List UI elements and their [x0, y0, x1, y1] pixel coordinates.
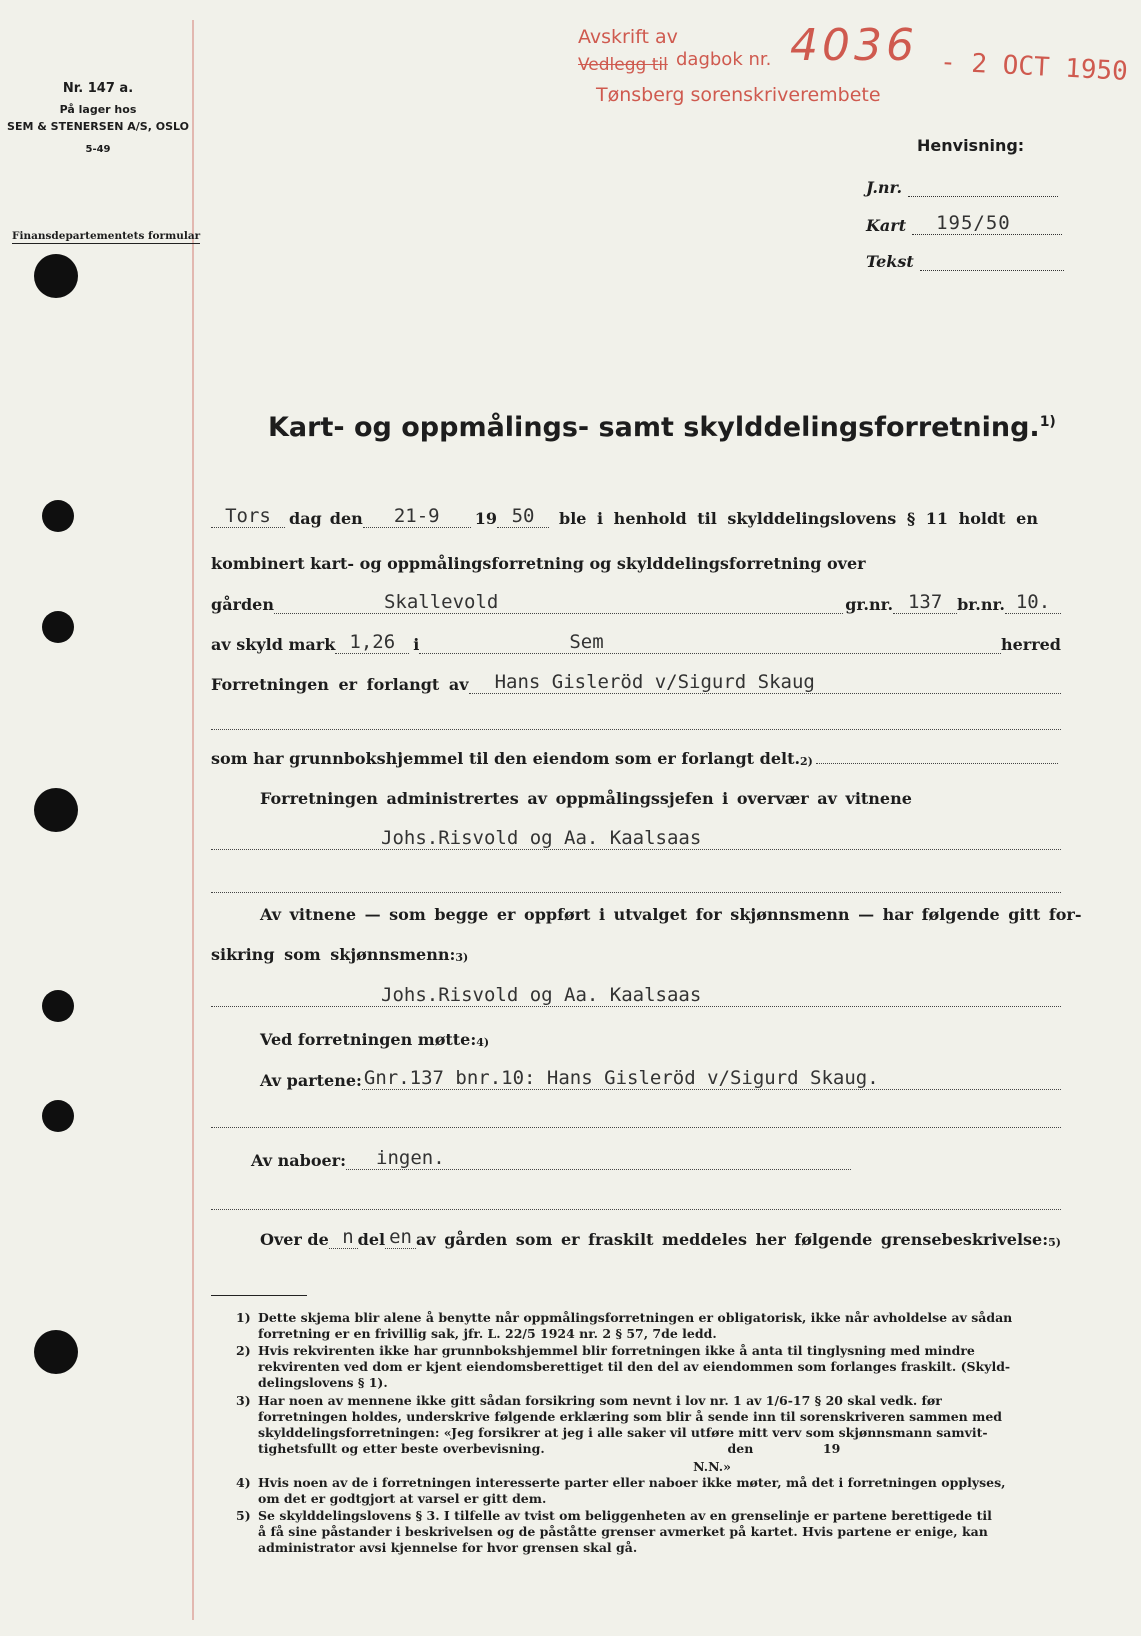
form-source: Finansdepartementets formular — [12, 230, 201, 242]
stamp-dagbok: dagbok nr. — [676, 49, 772, 70]
parties: Gnr.137 bnr.10: Hans Gisleröd v/Sigurd Skaug. — [362, 1067, 1061, 1090]
neighbours-line — [251, 1147, 851, 1170]
punch-hole-icon — [34, 788, 78, 832]
witness-text-line2 — [211, 945, 1061, 964]
witness-sup: 3) — [455, 951, 469, 964]
grnr-value: 137 — [893, 591, 957, 614]
year-prefix: 19 — [474, 509, 498, 528]
reference-heading: Henvisning: — [917, 136, 1025, 155]
grunnbok-label: som har grunnbokshjemmel til den eiendom som er forlangt delt. — [211, 749, 801, 768]
boundary-label: av gården som er fraskilt meddeles her følgende grensebeskrivelse: — [415, 1230, 1049, 1249]
grnr-label: gr.nr. — [845, 595, 894, 614]
line1-text: ble i henhold til skylddelingslovens § 11 holdt en — [559, 509, 1038, 528]
footnote-mark: 3) — [236, 1393, 251, 1408]
farm-line — [211, 591, 1061, 614]
punch-hole-icon — [34, 1330, 78, 1374]
footnote — [236, 1310, 1064, 1342]
footnote — [236, 1508, 1064, 1556]
stock-line: På lager hos — [59, 103, 137, 116]
line2 — [211, 554, 1061, 573]
ref-kart — [866, 212, 1062, 235]
over-de-label: Over de — [260, 1230, 329, 1249]
footnote-line: delingslovens § 1). — [258, 1375, 388, 1390]
footnote-line: rekvirenten ved dom er kjent eiendomsberettiget til den del av eiendommen som forlanges fraskilt. (Skyld- — [258, 1359, 1011, 1374]
municipality: Sem — [419, 631, 1001, 654]
footnote-line: skylddelingsforretningen: «Jeg forsikrer at jeg i alle saker vil utføre mitt verv som skjønnsmann samvit- — [258, 1425, 988, 1440]
footnote-mark: 4) — [236, 1475, 251, 1490]
blank-rule — [211, 728, 1061, 730]
meeting-date: 21-9 — [363, 505, 471, 528]
blank-rule — [211, 891, 1061, 893]
grunnbok-fill — [816, 762, 1058, 764]
footnote-line: tighetsfullt og etter beste overbevisning. den 19 — [258, 1441, 841, 1456]
page-title — [268, 412, 1056, 443]
line2-text: kombinert kart- og oppmålingsforretning og skylddelingsforretning over — [211, 554, 866, 573]
weekday: Tors — [211, 505, 285, 528]
blank-rule — [211, 1126, 1061, 1128]
jnr-label: J.nr. — [866, 178, 903, 197]
ref-tekst — [866, 252, 1064, 271]
footnote-mark: 2) — [236, 1343, 251, 1358]
attended-label: Ved forretningen møtte: — [260, 1030, 477, 1049]
footnote-line: Har noen av mennene ikke gitt sådan forsikring som nevnt i lov nr. 1 av 1/6-17 § 20 skal vedk. før — [258, 1393, 942, 1408]
en-value: en — [385, 1226, 416, 1249]
requested-label: Forretningen er forlangt av — [211, 675, 469, 694]
den-label: den — [329, 509, 363, 528]
footnote-line: å få sine påstander i beskrivelsen og de påståtte grenser avmerket på kartet. Hvis partene er enige, kan — [258, 1524, 988, 1539]
assessors-line — [211, 984, 1061, 1007]
meeting-year: 50 — [497, 505, 549, 528]
stamp-line2: Vedlegg til — [578, 55, 668, 75]
blank-rule — [211, 1208, 1061, 1210]
requested-by: Hans Gisleröd v/Sigurd Skaug — [469, 671, 1061, 694]
tekst-label: Tekst — [866, 252, 914, 271]
witness-text1: Av vitnene — som begge er oppført i utvalget for skjønnsmenn — har følgende gitt for- — [260, 905, 1082, 924]
witness-text2: sikring som skjønnsmenn: — [211, 945, 456, 964]
punch-hole-icon — [42, 611, 74, 643]
witnesses-line — [211, 827, 1061, 850]
edition: 5-49 — [85, 144, 111, 155]
footnote-line: Dette skjema blir alene å benytte når oppmålingsforretningen er obligatorisk, ikke når avholdelse av sådan — [258, 1310, 1013, 1325]
footnote-mark: 5) — [236, 1508, 251, 1523]
publisher: SEM & STENERSEN A/S, OSLO — [7, 120, 189, 133]
kart-value: 195/50 — [912, 212, 1062, 235]
margin-rule — [192, 20, 194, 1620]
skyld-value: 1,26 — [335, 631, 409, 654]
skyld-label: av skyld mark — [211, 635, 336, 654]
parties-label: Av partene: — [260, 1071, 362, 1090]
form-info — [0, 80, 196, 158]
admin-line — [260, 789, 912, 808]
footnote-line: Se skylddelingslovens § 3. I tilfelle av tvist om beliggenheten av en grenselinje er partene berettigede til — [258, 1508, 992, 1523]
neighbours-label: Av naboer: — [251, 1151, 347, 1170]
herred-label: herred — [1000, 635, 1061, 654]
witness-text-line1 — [260, 905, 1082, 924]
garden-label: gården — [211, 595, 274, 614]
skyld-line — [211, 631, 1061, 654]
boundary-sup: 5) — [1048, 1236, 1061, 1249]
footnote — [236, 1343, 1064, 1391]
title-text: Kart- og oppmålings- samt skylddelingsforretning. — [268, 412, 1040, 443]
footnote-mark: 1) — [236, 1310, 251, 1325]
grunnbok-sup: 2) — [800, 755, 813, 768]
del-label: del — [357, 1230, 386, 1249]
footnote-line: forretning er en frivillig sak, jfr. L. 22/5 1924 nr. 2 § 57, 7de ledd. — [258, 1326, 717, 1341]
witnesses: Johs.Risvold og Aa. Kaalsaas — [211, 827, 1061, 850]
stamp-office: Tønsberg sorenskriverembete — [596, 84, 881, 106]
footnote-line: N.N.» — [258, 1459, 731, 1474]
tekst-value — [920, 254, 1064, 271]
footnote-line: forretningen holdes, underskrive følgende erklæring som blir å sende inn til sorenskriveren sammen med — [258, 1409, 1003, 1424]
footnote-line: om det er godtgjort at varsel er gitt dem. — [258, 1491, 547, 1506]
footnote — [236, 1475, 1064, 1507]
grunnbok-line — [211, 749, 1061, 768]
assessors: Johs.Risvold og Aa. Kaalsaas — [211, 984, 1061, 1007]
boundary-line — [260, 1226, 1061, 1249]
dag-label: dag — [289, 509, 322, 528]
n-value: n — [329, 1226, 358, 1249]
stamp-line1: Avskrift av — [578, 26, 678, 48]
footnote-line: administrator avsi kjennelse for hvor grensen skal gå. — [258, 1540, 638, 1555]
footnote — [236, 1393, 1064, 1457]
title-footnote-mark: 1) — [1039, 414, 1056, 430]
kart-label: Kart — [866, 216, 907, 235]
punch-hole-icon — [42, 990, 74, 1022]
admin-label: Forretningen administrertes av oppmålingssjefen i overvær av vitnene — [260, 789, 912, 808]
attended-line — [260, 1030, 1061, 1049]
neighbours: ingen. — [346, 1147, 851, 1170]
requested-line — [211, 671, 1061, 694]
farm-name: Skallevold — [274, 591, 843, 614]
parties-line — [260, 1067, 1061, 1090]
punch-hole-icon — [34, 254, 78, 298]
footnote-line: Hvis rekvirenten ikke har grunnbokshjemmel blir forretningen ikke å anta til tinglysning med mindre — [258, 1343, 975, 1358]
jnr-value — [908, 180, 1058, 197]
attended-sup: 4) — [476, 1036, 490, 1049]
punch-hole-icon — [42, 1100, 74, 1132]
form-number: Nr. 147 a. — [62, 81, 134, 96]
date-line — [211, 505, 1061, 528]
i-label: i — [413, 635, 420, 654]
brnr-label: br.nr. — [957, 595, 1005, 614]
punch-hole-icon — [42, 500, 74, 532]
stamp-journal-number: 4036 — [790, 20, 918, 71]
footnote — [258, 1459, 1064, 1475]
footnote-divider — [211, 1295, 307, 1296]
footnote-line: Hvis noen av de i forretningen interesserte parter eller naboer ikke møter, må det i forretningen opplyses, — [258, 1475, 1006, 1490]
brnr-value: 10. — [1005, 591, 1061, 614]
ref-jnr — [866, 178, 1058, 197]
stamp-date: - 2 OCT 1950 — [939, 47, 1129, 87]
